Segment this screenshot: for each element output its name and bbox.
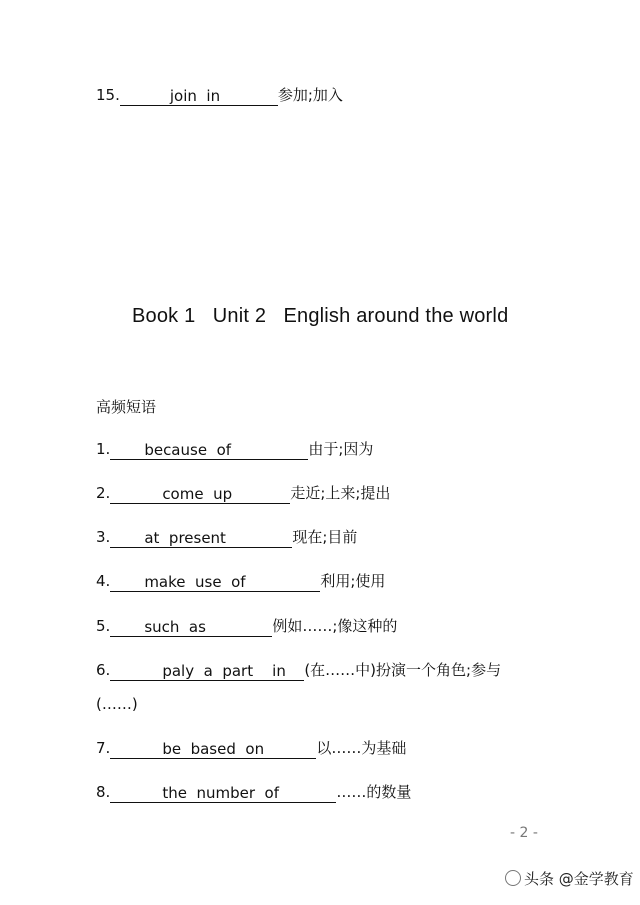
answer-blank: [110, 529, 292, 548]
item-number: 8.: [96, 783, 111, 801]
phrase-item-4: [96, 571, 385, 591]
meaning-continuation: (……): [96, 695, 138, 713]
phrase-item-7: [96, 738, 406, 758]
meaning-text: 现在;目前: [292, 528, 358, 546]
meaning-text: 利用;使用: [320, 572, 386, 590]
answer-text: at present: [144, 529, 226, 547]
meaning-text: 参加;加入: [277, 86, 343, 104]
answer-blank: [110, 618, 272, 637]
answer-text: the number of: [162, 784, 280, 802]
item-number: 5.: [96, 617, 111, 635]
item-number: 1.: [96, 440, 111, 458]
answer-blank: [120, 87, 278, 106]
answer-blank: [110, 441, 308, 460]
answer-blank: [110, 485, 290, 504]
answer-text: such as: [144, 618, 206, 636]
meaning-text: 以……为基础: [316, 739, 407, 757]
meaning-text: ……的数量: [336, 783, 412, 801]
unit-title: Book 1 Unit 2 English around the world: [132, 305, 509, 327]
item-number: 2.: [96, 484, 111, 502]
phrase-item-8: [96, 782, 411, 802]
phrase-item-6: [96, 660, 501, 680]
answer-blank: [110, 662, 304, 681]
answer-text: join in: [169, 87, 221, 105]
meaning-text: 例如……;像这种的: [272, 617, 398, 635]
item-number: 3.: [96, 528, 111, 546]
answer-text: come up: [162, 485, 233, 503]
meaning-text: (在……中)扮演一个角色;参与: [304, 661, 502, 679]
phrase-item-15: [96, 85, 343, 105]
phrase-item-5: [96, 616, 397, 636]
answer-text: because of: [144, 441, 232, 459]
answer-blank: [110, 740, 316, 759]
answer-blank: [110, 784, 336, 803]
meaning-text: 由于;因为: [308, 440, 374, 458]
phrase-item-3: [96, 527, 357, 547]
answer-text: be based on: [162, 740, 265, 758]
section-heading: 高频短语: [96, 398, 157, 416]
answer-blank: [110, 573, 320, 592]
item-number: 6.: [96, 661, 111, 679]
meaning-text: 走近;上来;提出: [290, 484, 391, 502]
item-number: 4.: [96, 572, 111, 590]
page-number: - 2 -: [510, 825, 538, 841]
phrase-item-2: [96, 483, 390, 503]
watermark-text: 头条 @金学教育: [524, 870, 634, 888]
watermark-logo-icon: [505, 870, 521, 886]
phrase-item-1: [96, 439, 373, 459]
item-number: 15.: [96, 86, 120, 104]
answer-text: make use of: [144, 573, 246, 591]
answer-text: paly a part in: [162, 662, 286, 680]
item-number: 7.: [96, 739, 111, 757]
watermark: [505, 868, 634, 889]
